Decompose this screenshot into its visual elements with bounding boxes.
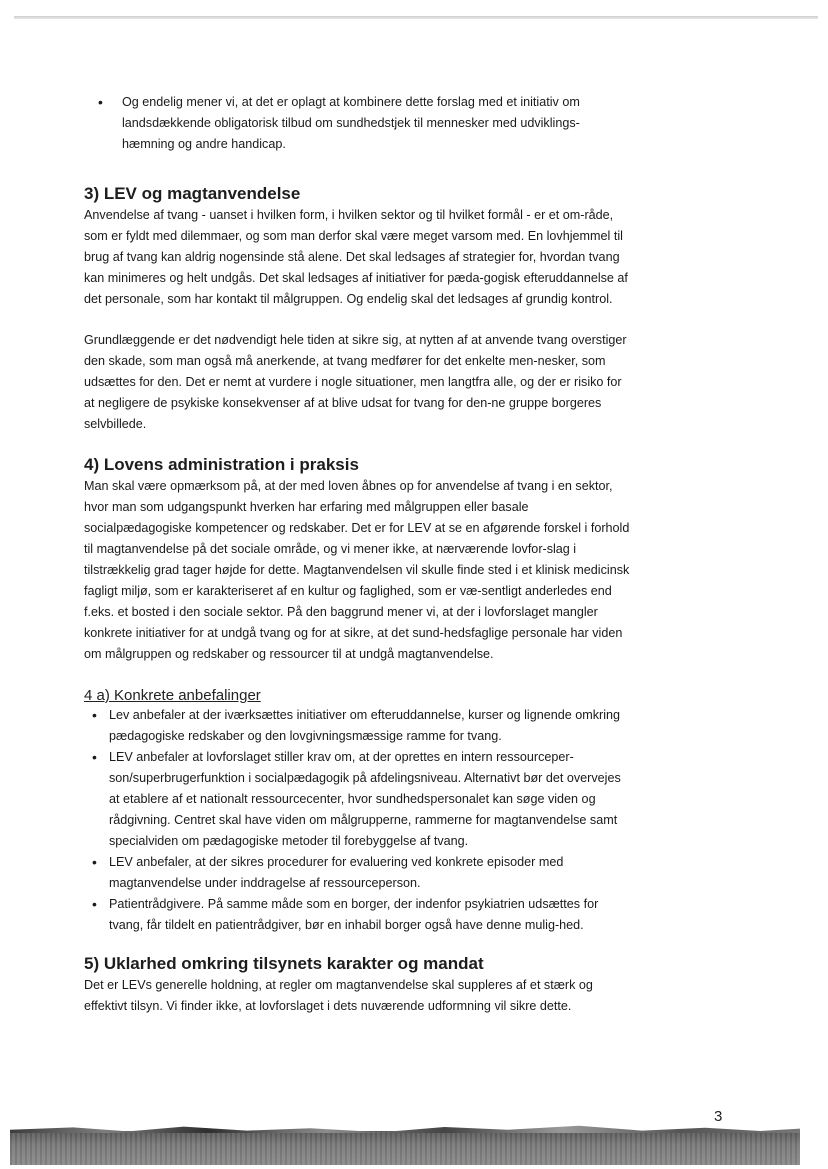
section-3-paragraph-1: Anvendelse af tvang - uanset i hvilken form, i hvilken sektor og til hvilket formål - er et om-råde, som er fyldt med dilemmaer, og som man derfor skal være meget varsom med. En lovhjemmel til brug af tvang kan aldrig nogensinde stå alene. Det skal ledsages af strategier for, hvordan tvang kan minimeres og helt undgås. Det skal ledsages af initiativer for pæda-gogisk efteruddannelse af det personale, som har kontakt til målgruppen. Og endelig skal det ledsages af grundig kontrol. xyxy=(84,208,628,306)
recommendation-item: • LEV anbefaler, at der sikres procedurer for evaluering ved konkrete episoder med magtanvendelse under inddragelse af ressourceperson. xyxy=(84,852,632,894)
intro-bullet-item: • Og endelig mener vi, at det er oplagt at kombinere dette forslag med et initiativ om landsdækkende obligatorisk tilbud om sundhedstjek til mennesker med udviklings-hæmning og andre handicap. xyxy=(84,92,632,155)
scan-top-rule xyxy=(14,16,818,19)
section-3-heading: 3) LEV og magtanvendelse xyxy=(84,184,301,203)
section-4-paragraph: Man skal være opmærksom på, at der med loven åbnes op for anvendelse af tvang i en sektor, hvor man som udgangspunkt hverken har erfaring med målgruppen eller basale socialpædagogiske kompetencer og redskaber. Det er for LEV at se en afgørende forskel i forhold til magtanvendelse på det sociale område, og vi mener ikke, at nærværende lovfor-slag i tilstrækkelig grad tager højde for dette. Magtanvendelsen vil skulle finde sted i et klinisk medicinsk fagligt miljø, som er karakteriseret af en kultur og faglighed, som er væ-sentligt anderledes end f.eks. et bosted i den sociale sektor. På den baggrund mener vi, at der i lovforslaget mangler konkrete initiativer for at undgå tvang og for at sikre, at det sund-hedsfaglige personale har viden om målgruppen og redskaber og ressourcer til at undgå magtanvendelse. xyxy=(84,479,630,661)
section-5-heading: 5) Uklarhed omkring tilsynets karakter og mandat xyxy=(84,954,484,973)
recommendation-list xyxy=(84,705,632,936)
section-4-heading: 4) Lovens administration i praksis xyxy=(84,455,359,474)
recommendation-item: • Patientrådgivere. På samme måde som en borger, der indenfor psykiatrien udsættes for tvang, får tildelt en patientrådgiver, bør en inhabil borger også have denne mulig-hed. xyxy=(84,894,632,936)
section-5-paragraph: Det er LEVs generelle holdning, at regler om magtanvendelse skal suppleres af et stærk og effektivt tilsyn. Vi finder ikke, at lovforslaget i dets nuværende udformning vil sikre dette. xyxy=(84,978,593,1013)
recommendation-item: • LEV anbefaler at lovforslaget stiller krav om, at der oprettes en intern ressourceper-son/superbrugerfunktion i socialpædagogik på afdelingsniveau. Alternativt bør det overvejes at etablere af et nationalt ressourcecenter, hvor sundhedspersonalet kan søge viden og rådgivning. Centret skal have viden om målgrupperne, rammerne for magtanvendelse samt specialviden om pædagogiske metoder til forebyggelse af tvang. xyxy=(84,747,632,852)
scan-bottom-edge xyxy=(10,1131,800,1165)
section-3-paragraph-2: Grundlæggende er det nødvendigt hele tiden at sikre sig, at nytten af at anvende tvang overstiger den skade, som man også må anerkende, at tvang medfører for det enkelte men-nesker, som udsættes for den. Det er nemt at vurdere i nogle situationer, men langtfra alle, og der er risiko for at negligere de psykiske konsekvenser af at blive udsat for tvang for den-ne gruppe borgeres selvbillede. xyxy=(84,333,627,431)
document-page xyxy=(84,92,632,1017)
section-4a-heading: 4 a) Konkrete anbefalinger xyxy=(84,687,261,704)
intro-bullet-list xyxy=(84,92,632,155)
recommendation-item: • Lev anbefaler at der iværksættes initiativer om efteruddannelse, kurser og lignende omkring pædagogiske redskaber og den lovgivningsmæssige ramme for tvang. xyxy=(84,705,632,747)
page-number: 3 xyxy=(714,1108,723,1125)
